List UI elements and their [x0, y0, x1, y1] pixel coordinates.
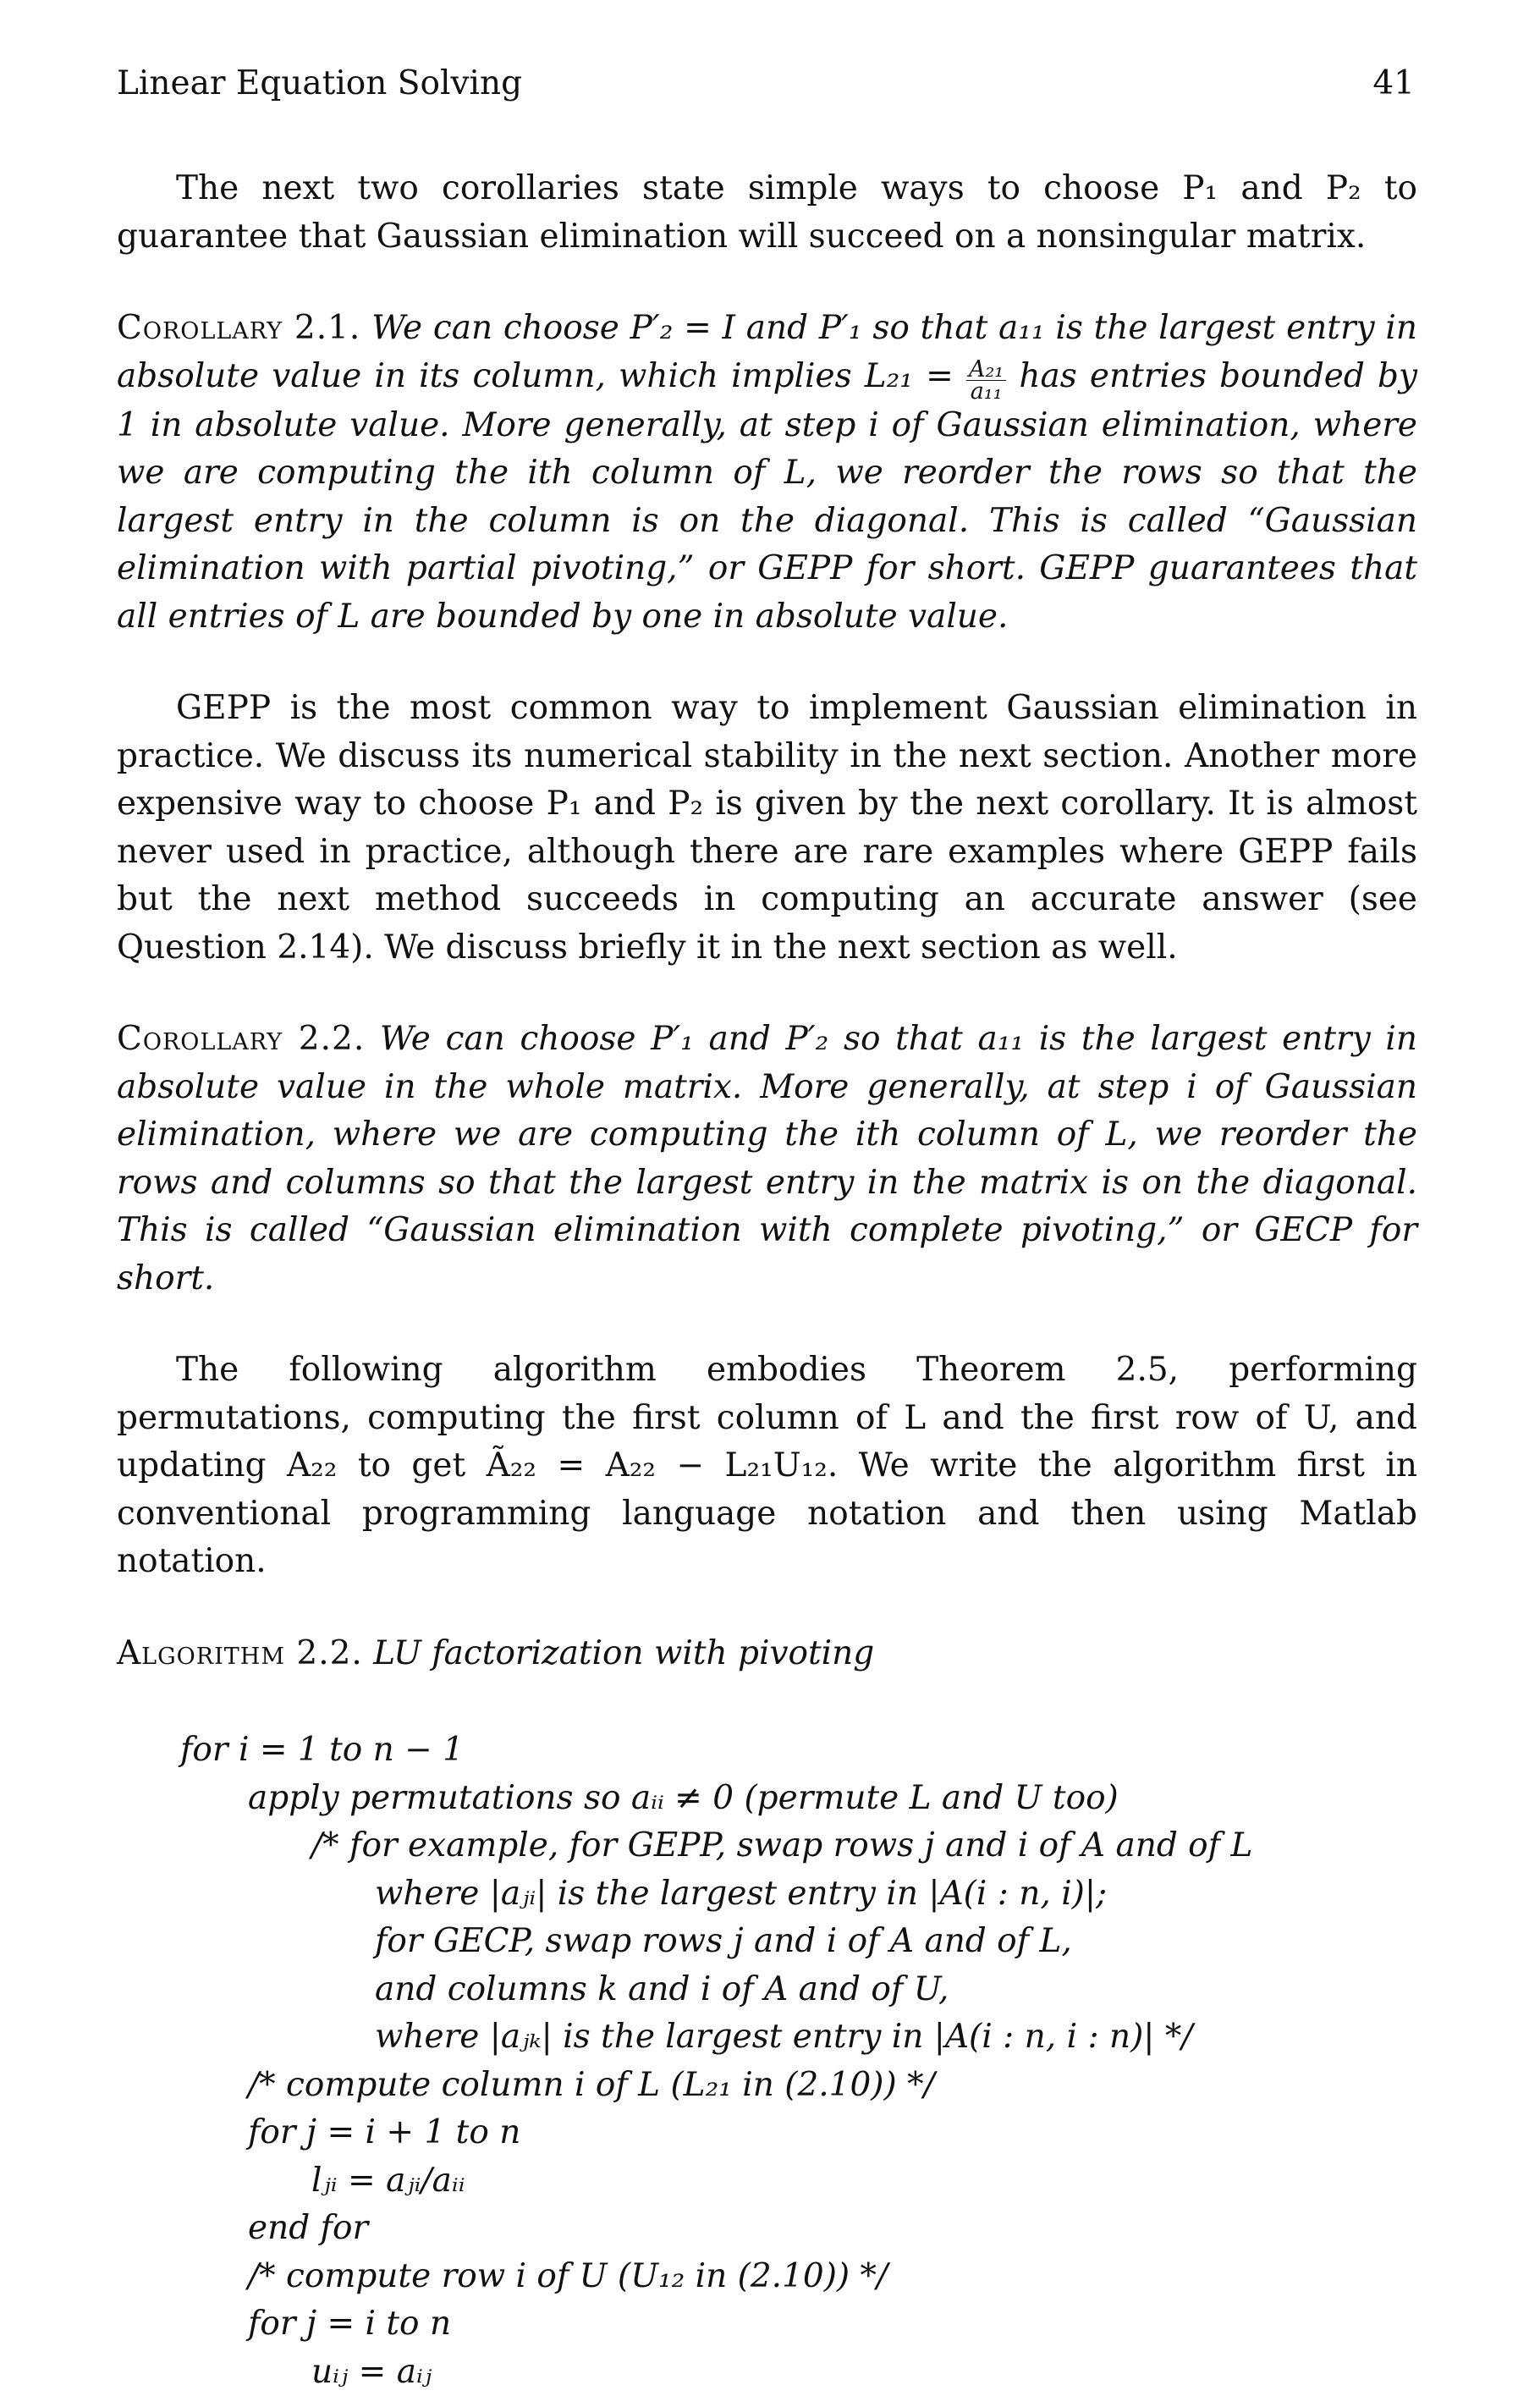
algorithm-line: /* for example, for GEPP, swap rows j and i of A and of L — [117, 1822, 1417, 1870]
algorithm-listing — [117, 1727, 1417, 2396]
gepp-paragraph: GEPP is the most common way to implement Gaussian elimination in practice. We discuss its numerical stability in the next section. Another more expensive way to choose P₁ and P₂ is given by the next corollary. It is almost never used in practice, although there are rare examples where GEPP fails but the next method succeeds in computing an accurate answer (see Question 2.14). We discuss briefly it in the next section as well. — [117, 685, 1417, 972]
algorithm-line: uᵢⱼ = aᵢⱼ — [117, 2349, 1417, 2396]
corollary-2-1-text-b: has entries bounded by 1 in absolute value. More generally, at step i of Gaussian elimination, where we are computing the ith column of L, we reorder the rows so that the largest entry in the column is on the diagonal. This is called “Gaussian elimination with partial pivoting,” or GEPP for short. GEPP guarantees that all entries of L are bounded by one in absolute value. — [117, 357, 1417, 636]
algorithm-label: Algorithm 2.2. — [117, 1634, 363, 1672]
running-title: Linear Equation Solving — [117, 63, 522, 105]
fraction-numerator: A₂₁ — [966, 359, 1006, 381]
intro-paragraph: The next two corollaries state simple ways to choose P₁ and P₂ to guarantee that Gaussian elimination will succeed on a nonsingular matrix. — [117, 165, 1417, 261]
algorithm-line: /* compute row i of U (U₁₂ in (2.10)) */ — [117, 2253, 1417, 2301]
algorithm-line: for j = i to n — [117, 2300, 1417, 2349]
algorithm-line: lⱼᵢ = aⱼᵢ/aᵢᵢ — [117, 2157, 1417, 2206]
algorithm-line: end for — [117, 2205, 1417, 2253]
running-header — [117, 63, 1415, 105]
algorithm-line: where |aⱼₖ| is the largest entry in |A(i : n, i : n)| */ — [117, 2013, 1417, 2062]
fraction-denominator: a₁₁ — [966, 381, 1006, 402]
fraction-a21-over-a11 — [966, 359, 1006, 402]
algorithm-title: LU factorization with pivoting — [373, 1634, 874, 1672]
algorithm-heading — [117, 1630, 1417, 1678]
algorithm-line: for j = i + 1 to n — [117, 2109, 1417, 2157]
corollary-2-1-text-a: We can choose P′₂ = I and P′₁ so that a₁₁ is the largest entry in absolute value in its column, which implies L₂₁ = — [117, 309, 1417, 395]
corollary-2-1 — [117, 305, 1417, 641]
algorithm-line: apply permutations so aᵢᵢ ≠ 0 (permute L and U too) — [117, 1775, 1417, 1823]
algorithm-line: for i = 1 to n − 1 — [117, 1727, 1417, 1775]
corollary-2-1-label: Corollary 2.1. — [117, 309, 360, 347]
corollary-2-2-text: We can choose P′₁ and P′₂ so that a₁₁ is the largest entry in absolute value in the whole matrix. More generally, at step i of Gaussian elimination, where we are computing the ith column of L, we reorder the rows and columns so that the largest entry in the matrix is on the diagonal. This is called “Gaussian elimination with complete pivoting,” or GECP for short. — [117, 1020, 1417, 1297]
algorithm-line: for GECP, swap rows j and i of A and of L, — [117, 1918, 1417, 1966]
algorithm-intro-paragraph: The following algorithm embodies Theorem 2.5, performing permutations, computing the first column of L and the first row of U, and updating A₂₂ to get Ã₂₂ = A₂₂ − L₂₁U₁₂. We write the algorithm first in conventional programming language notation and then using Matlab notation. — [117, 1347, 1417, 1586]
algorithm-line: where |aⱼᵢ| is the largest entry in |A(i : n, i)|; — [117, 1870, 1417, 1919]
corollary-2-2 — [117, 1016, 1417, 1303]
corollary-2-2-label: Corollary 2.2. — [117, 1020, 365, 1058]
algorithm-line: and columns k and i of A and of U, — [117, 1966, 1417, 2014]
algorithm-line: /* compute column i of L (L₂₁ in (2.10)) */ — [117, 2062, 1417, 2110]
page-body — [117, 165, 1417, 2396]
page-number: 41 — [1372, 63, 1415, 105]
